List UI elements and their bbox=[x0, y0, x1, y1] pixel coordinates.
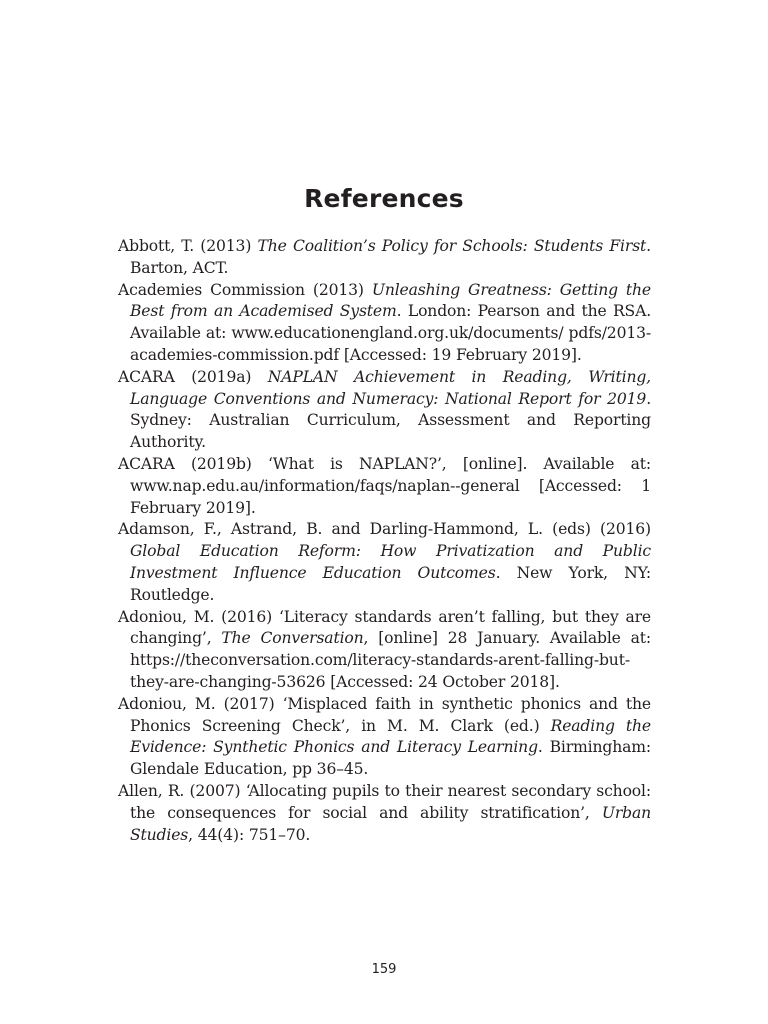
reference-details: , 44(4): 751–70. bbox=[188, 825, 311, 844]
reference-entry bbox=[118, 607, 651, 694]
page-title: References bbox=[304, 184, 464, 213]
reference-list bbox=[118, 236, 651, 846]
reference-entry bbox=[118, 694, 651, 781]
reference-title: Global Education Reform: How Privatization and Public Investment Influence Education Outcomes bbox=[130, 542, 651, 582]
reference-entry bbox=[118, 454, 651, 519]
reference-details: . Sydney: Australian Curriculum, Assessment and Reporting Authority. bbox=[130, 389, 651, 452]
reference-entry bbox=[118, 519, 651, 606]
reference-details: . New York, NY: Routledge. bbox=[130, 563, 651, 604]
reference-text: Academies Commission (2013) bbox=[118, 280, 372, 299]
reference-entry bbox=[118, 367, 651, 454]
reference-title: Unleashing Greatness: Getting the Best from an Academised System bbox=[130, 280, 651, 321]
reference-text: ACARA (2019b) ‘What is NAPLAN?’, [online]. Available at: www.nap.edu.au/information/faqs/naplan--general [Accessed: 1 February 2019]. bbox=[118, 454, 651, 517]
reference-details: . Barton, ACT. bbox=[130, 237, 651, 277]
reference-text: Adoniou, M. (2017) ‘Misplaced faith in synthetic phonics and the Phonics Screening Check’, in M. M. Clark (ed.) bbox=[118, 694, 651, 735]
reference-text: ACARA (2019a) bbox=[118, 367, 268, 386]
reference-details: . Birmingham: Glendale Education, pp 36–45. bbox=[130, 738, 651, 779]
reference-title: The Coalition’s Policy for Schools: Students First bbox=[257, 237, 647, 255]
reference-entry bbox=[118, 781, 651, 846]
reference-title: The Conversation bbox=[221, 629, 364, 648]
reference-text: Adoniou, M. (2016) ‘Literacy standards aren’t falling, but they are changing’, bbox=[118, 607, 651, 648]
reference-entry bbox=[118, 280, 651, 367]
reference-details: , [online] 28 January. Available at: https://theconversation.com/literacy-standards-arent-falling-but-they-are-changing-53626 [Accessed: 24 October 2018]. bbox=[130, 629, 651, 691]
reference-text: Allen, R. (2007) ‘Allocating pupils to their nearest secondary school: the consequences for social and ability stratification’, bbox=[118, 781, 651, 822]
reference-text: Adamson, F., Astrand, B. and Darling-Hammond, L. (eds) (2016) bbox=[118, 520, 651, 539]
reference-details: . London: Pearson and the RSA. Available at: www.educationengland.org.uk/documents/ pdfs/2013-academies-commission.pdf [Accessed: 19 February 2019]. bbox=[130, 302, 651, 364]
reference-entry bbox=[118, 236, 651, 280]
reference-title: Urban Studies bbox=[130, 803, 651, 844]
reference-text: Abbott, T. (2013) bbox=[118, 237, 258, 255]
reference-title: Reading the Evidence: Synthetic Phonics and Literacy Learning bbox=[130, 716, 652, 757]
page-number: 159 bbox=[371, 962, 397, 977]
reference-title: NAPLAN Achievement in Reading, Writing, Language Conventions and Numeracy: National Report for 2019 bbox=[130, 367, 651, 408]
